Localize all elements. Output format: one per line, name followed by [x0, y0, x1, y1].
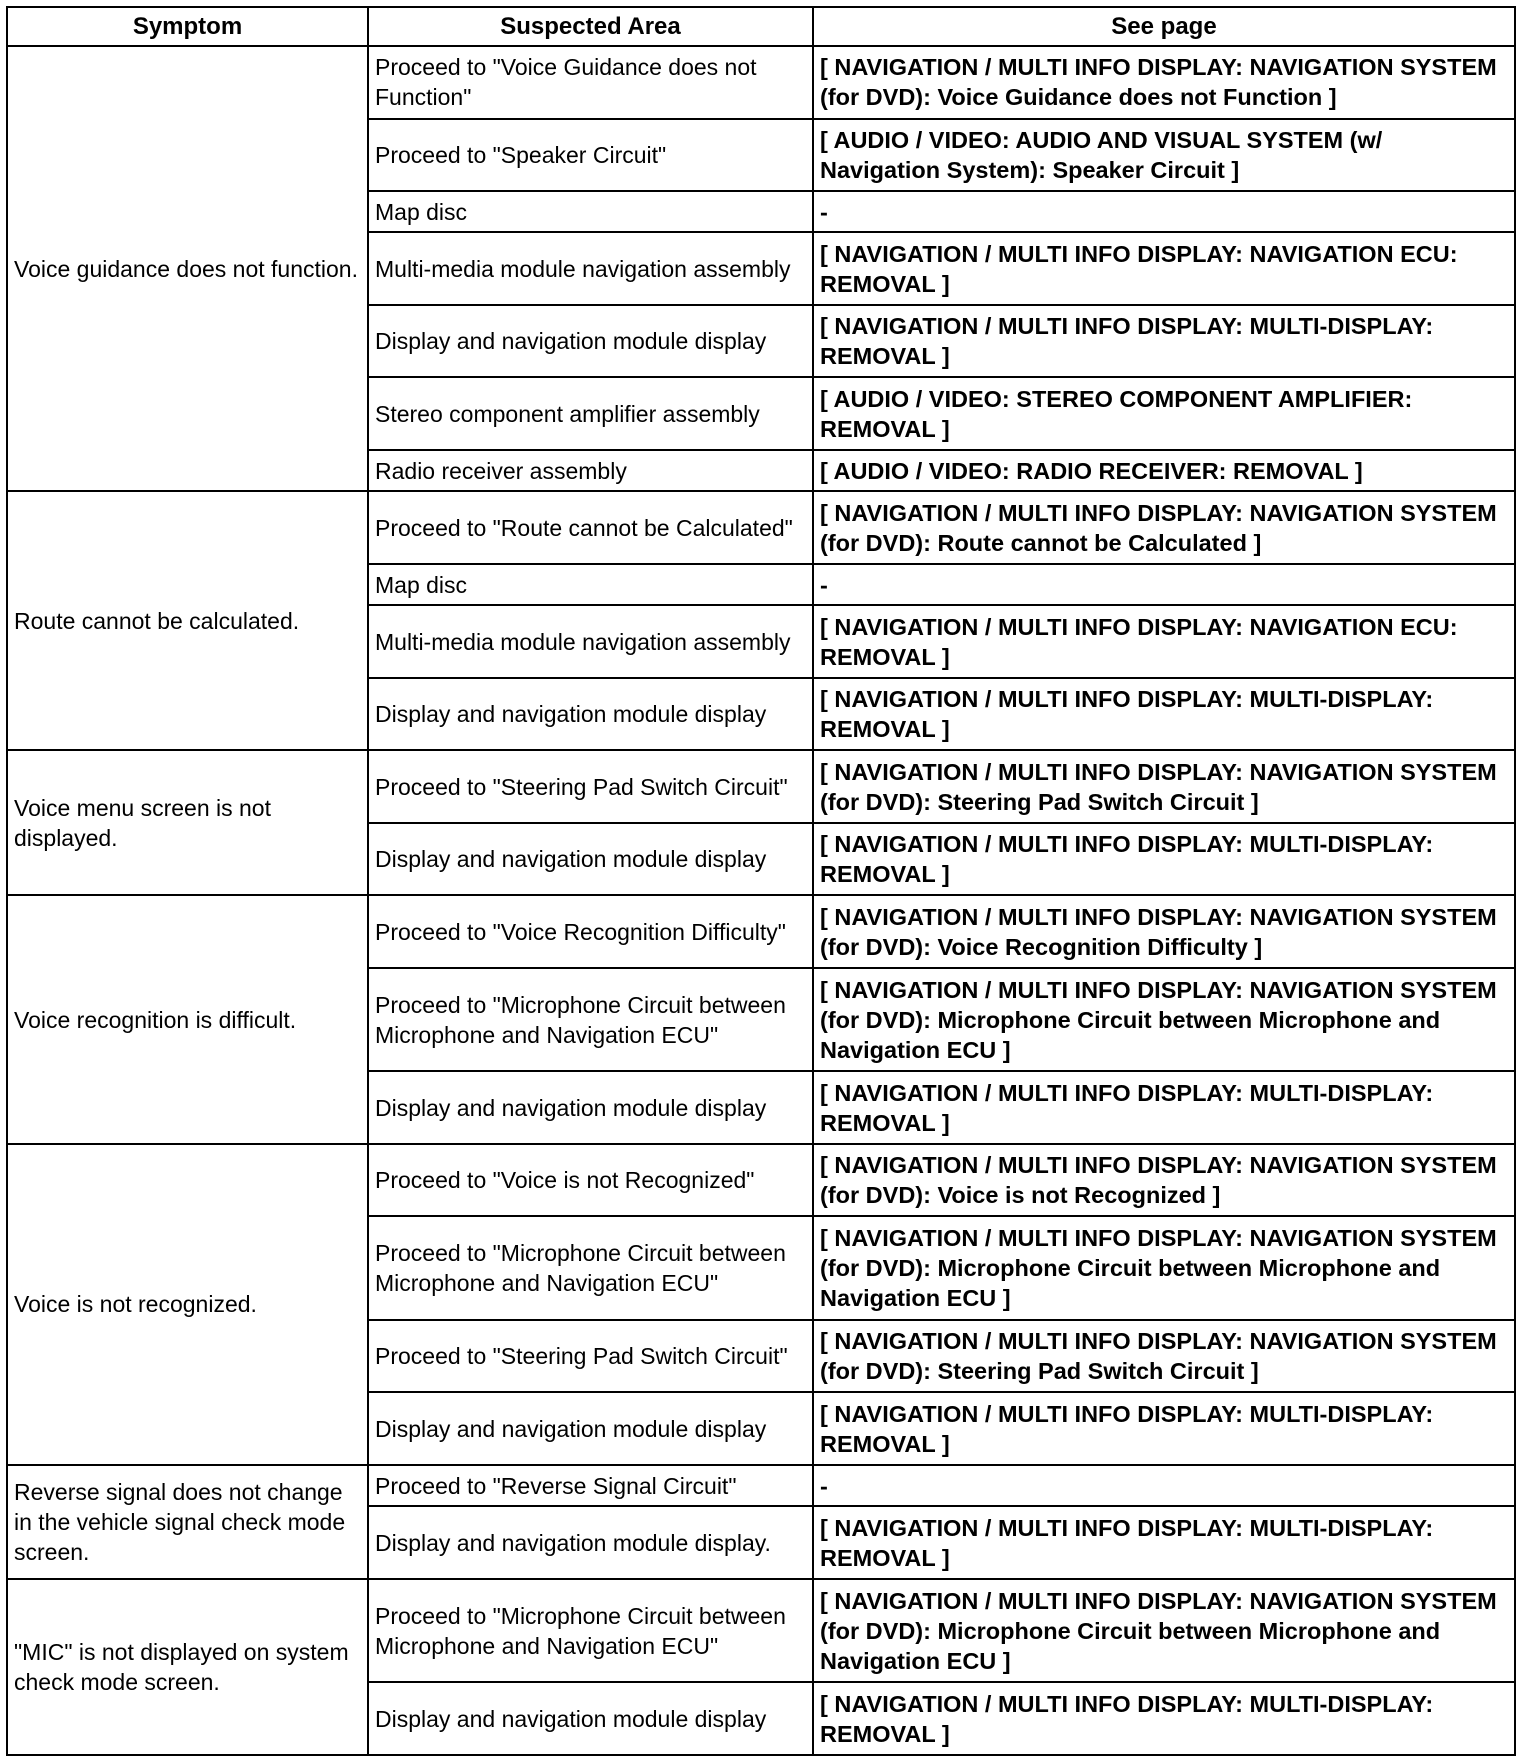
see-page-reference: [ AUDIO / VIDEO: RADIO RECEIVER: REMOVAL ] [813, 450, 1515, 491]
suspected-area-cell: Proceed to "Reverse Signal Circuit" [368, 1465, 813, 1506]
suspected-area-cell: Display and navigation module display [368, 1392, 813, 1465]
table-row [7, 1579, 1515, 1683]
suspected-area-cell: Display and navigation module display [368, 678, 813, 751]
suspected-area-cell: Display and navigation module display [368, 1071, 813, 1144]
suspected-area-cell: Proceed to "Voice Recognition Difficulty" [368, 895, 813, 968]
see-page-reference: [ NAVIGATION / MULTI INFO DISPLAY: NAVIGATION SYSTEM (for DVD): Steering Pad Switch Circuit ] [813, 1320, 1515, 1393]
see-page-reference: [ NAVIGATION / MULTI INFO DISPLAY: NAVIGATION SYSTEM (for DVD): Voice Recognition Difficulty ] [813, 895, 1515, 968]
header-row [7, 7, 1515, 46]
table-row [7, 1465, 1515, 1506]
see-page-reference: [ NAVIGATION / MULTI INFO DISPLAY: MULTI-DISPLAY: REMOVAL ] [813, 1682, 1515, 1755]
see-page-reference: [ NAVIGATION / MULTI INFO DISPLAY: MULTI-DISPLAY: REMOVAL ] [813, 1071, 1515, 1144]
suspected-area-cell: Proceed to "Microphone Circuit between Microphone and Navigation ECU" [368, 1216, 813, 1320]
symptom-cell: Voice guidance does not function. [7, 46, 368, 491]
table-row [7, 46, 1515, 119]
see-page-reference: - [813, 1465, 1515, 1506]
see-page-reference: [ NAVIGATION / MULTI INFO DISPLAY: MULTI-DISPLAY: REMOVAL ] [813, 823, 1515, 896]
suspected-area-cell: Proceed to "Steering Pad Switch Circuit" [368, 1320, 813, 1393]
suspected-area-cell: Proceed to "Route cannot be Calculated" [368, 491, 813, 564]
see-page-reference: [ NAVIGATION / MULTI INFO DISPLAY: MULTI-DISPLAY: REMOVAL ] [813, 1392, 1515, 1465]
see-page-reference: [ NAVIGATION / MULTI INFO DISPLAY: NAVIGATION SYSTEM (for DVD): Steering Pad Switch Circuit ] [813, 750, 1515, 823]
see-page-reference: [ NAVIGATION / MULTI INFO DISPLAY: NAVIGATION SYSTEM (for DVD): Voice Guidance does not Function ] [813, 46, 1515, 119]
see-page-reference: [ AUDIO / VIDEO: AUDIO AND VISUAL SYSTEM (w/ Navigation System): Speaker Circuit ] [813, 119, 1515, 192]
symptom-cell: Reverse signal does not change in the vehicle signal check mode screen. [7, 1465, 368, 1579]
suspected-area-cell: Display and navigation module display. [368, 1506, 813, 1579]
symptom-cell: Voice menu screen is not displayed. [7, 750, 368, 895]
symptom-cell: "MIC" is not displayed on system check mode screen. [7, 1579, 368, 1755]
symptom-cell: Voice is not recognized. [7, 1144, 368, 1465]
see-page-reference: [ NAVIGATION / MULTI INFO DISPLAY: NAVIGATION SYSTEM (for DVD): Microphone Circuit between Microphone and Navigation ECU ] [813, 968, 1515, 1072]
table-row [7, 895, 1515, 968]
table-body [7, 46, 1515, 1755]
suspected-area-cell: Proceed to "Voice Guidance does not Function" [368, 46, 813, 119]
suspected-area-cell: Proceed to "Voice is not Recognized" [368, 1144, 813, 1217]
suspected-area-cell: Stereo component amplifier assembly [368, 377, 813, 450]
table-row [7, 750, 1515, 823]
suspected-area-cell: Proceed to "Speaker Circuit" [368, 119, 813, 192]
see-page-reference: [ NAVIGATION / MULTI INFO DISPLAY: NAVIGATION ECU: REMOVAL ] [813, 232, 1515, 305]
suspected-area-column-header: Suspected Area [368, 7, 813, 46]
symptom-column-header: Symptom [7, 7, 368, 46]
problem-symptoms-table [6, 6, 1516, 1756]
symptom-cell: Voice recognition is difficult. [7, 895, 368, 1144]
symptom-cell: Route cannot be calculated. [7, 491, 368, 750]
see-page-reference: - [813, 564, 1515, 605]
see-page-reference: [ NAVIGATION / MULTI INFO DISPLAY: NAVIGATION SYSTEM (for DVD): Voice is not Recognized ] [813, 1144, 1515, 1217]
suspected-area-cell: Display and navigation module display [368, 1682, 813, 1755]
suspected-area-cell: Map disc [368, 191, 813, 232]
see-page-reference: [ NAVIGATION / MULTI INFO DISPLAY: NAVIGATION SYSTEM (for DVD): Microphone Circuit between Microphone and Navigation ECU ] [813, 1579, 1515, 1683]
see-page-reference: [ NAVIGATION / MULTI INFO DISPLAY: NAVIGATION SYSTEM (for DVD): Route cannot be Calculated ] [813, 491, 1515, 564]
see-page-reference: [ NAVIGATION / MULTI INFO DISPLAY: NAVIGATION SYSTEM (for DVD): Microphone Circuit between Microphone and Navigation ECU ] [813, 1216, 1515, 1320]
see-page-reference: [ NAVIGATION / MULTI INFO DISPLAY: NAVIGATION ECU: REMOVAL ] [813, 605, 1515, 678]
see-page-reference: [ NAVIGATION / MULTI INFO DISPLAY: MULTI-DISPLAY: REMOVAL ] [813, 305, 1515, 378]
suspected-area-cell: Display and navigation module display [368, 823, 813, 896]
suspected-area-cell: Proceed to "Microphone Circuit between Microphone and Navigation ECU" [368, 968, 813, 1072]
suspected-area-cell: Display and navigation module display [368, 305, 813, 378]
suspected-area-cell: Proceed to "Steering Pad Switch Circuit" [368, 750, 813, 823]
see-page-reference: [ AUDIO / VIDEO: STEREO COMPONENT AMPLIFIER: REMOVAL ] [813, 377, 1515, 450]
suspected-area-cell: Proceed to "Microphone Circuit between Microphone and Navigation ECU" [368, 1579, 813, 1683]
table-row [7, 1144, 1515, 1217]
see-page-reference: [ NAVIGATION / MULTI INFO DISPLAY: MULTI-DISPLAY: REMOVAL ] [813, 1506, 1515, 1579]
suspected-area-cell: Radio receiver assembly [368, 450, 813, 491]
see-page-column-header: See page [813, 7, 1515, 46]
see-page-reference: - [813, 191, 1515, 232]
suspected-area-cell: Multi-media module navigation assembly [368, 232, 813, 305]
table-row [7, 491, 1515, 564]
suspected-area-cell: Map disc [368, 564, 813, 605]
suspected-area-cell: Multi-media module navigation assembly [368, 605, 813, 678]
see-page-reference: [ NAVIGATION / MULTI INFO DISPLAY: MULTI-DISPLAY: REMOVAL ] [813, 678, 1515, 751]
